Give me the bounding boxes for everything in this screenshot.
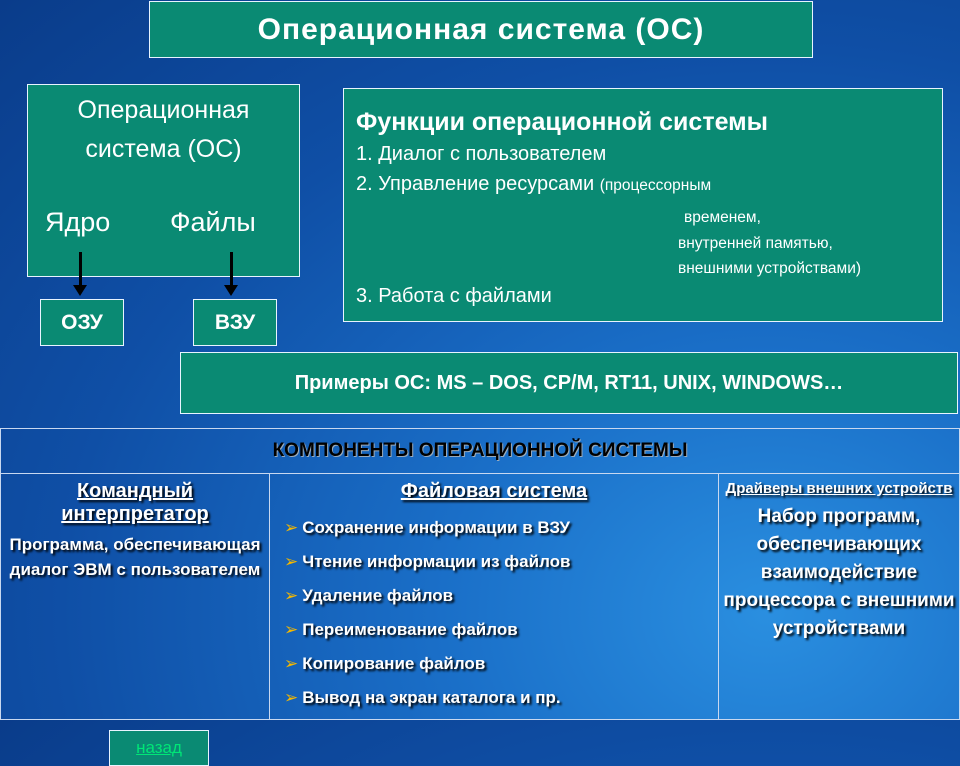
ram-label: ОЗУ (61, 310, 103, 334)
os-box-title (28, 91, 299, 169)
components-table (0, 428, 960, 757)
os-structure-box (27, 84, 300, 277)
functions-title: Функции операционной системы (356, 108, 768, 136)
ram-box (40, 299, 124, 346)
kernel-arrow (79, 252, 82, 286)
function-item-2-note3: внутренней памятью, (678, 235, 833, 252)
files-label: Файлы (170, 207, 256, 237)
storage-label: ВЗУ (214, 310, 256, 334)
kernel-label: Ядро (45, 207, 111, 237)
list-item: ➢ Сохранение информации в ВЗУ (284, 511, 718, 545)
drivers-title: Драйверы внешних устройств (725, 480, 953, 497)
os-box-title-line1: Операционная (77, 96, 250, 124)
interpreter-column (1, 474, 270, 757)
function-item-1: 1. Диалог с пользователем (356, 143, 607, 165)
list-item: ➢ Вывод на экран каталога и пр. (284, 681, 718, 715)
page-title (149, 1, 813, 58)
functions-box (343, 88, 943, 322)
os-examples-text: Примеры ОС: MS – DOS, CP/M, RT11, UNIX, WINDOWS… (294, 371, 844, 394)
storage-box (193, 299, 277, 346)
function-item-2-note1: (процессорным (599, 177, 712, 194)
function-item-3: 3. Работа с файлами (356, 285, 552, 307)
function-item-2-note2: временем, (684, 209, 761, 226)
list-item: ➢ Копирование файлов (284, 647, 718, 681)
filesystem-list (270, 511, 718, 715)
drivers-text: Набор программ, обеспечивающих взаимодействие процессора с внешними устройствами (723, 506, 955, 639)
filesystem-title: Файловая система (400, 480, 588, 502)
function-item-2-text: 2. Управление ресурсами (356, 173, 595, 195)
os-box-title-line2: система (ОС) (85, 135, 242, 163)
page-title-text: Операционная система (ОС) (257, 12, 705, 46)
interpreter-title: Командный интерпретатор (61, 480, 209, 525)
list-item: ➢ Переименование файлов (284, 613, 718, 647)
function-item-2-note4: внешними устройствами) (678, 260, 862, 277)
filesystem-column (270, 474, 719, 720)
back-button[interactable]: назад (109, 730, 209, 766)
drivers-column (719, 474, 960, 720)
files-arrow (230, 252, 233, 286)
components-header: КОМПОНЕНТЫ ОПЕРАЦИОННОЙ СИСТЕМЫ (1, 429, 960, 474)
function-item-2 (356, 169, 930, 201)
list-item: ➢ Удаление файлов (284, 579, 718, 613)
list-item: ➢ Чтение информации из файлов (284, 545, 718, 579)
interpreter-text: Программа, обеспечивающая диалог ЭВМ с пользователем (9, 535, 261, 579)
os-examples-box (180, 352, 958, 414)
